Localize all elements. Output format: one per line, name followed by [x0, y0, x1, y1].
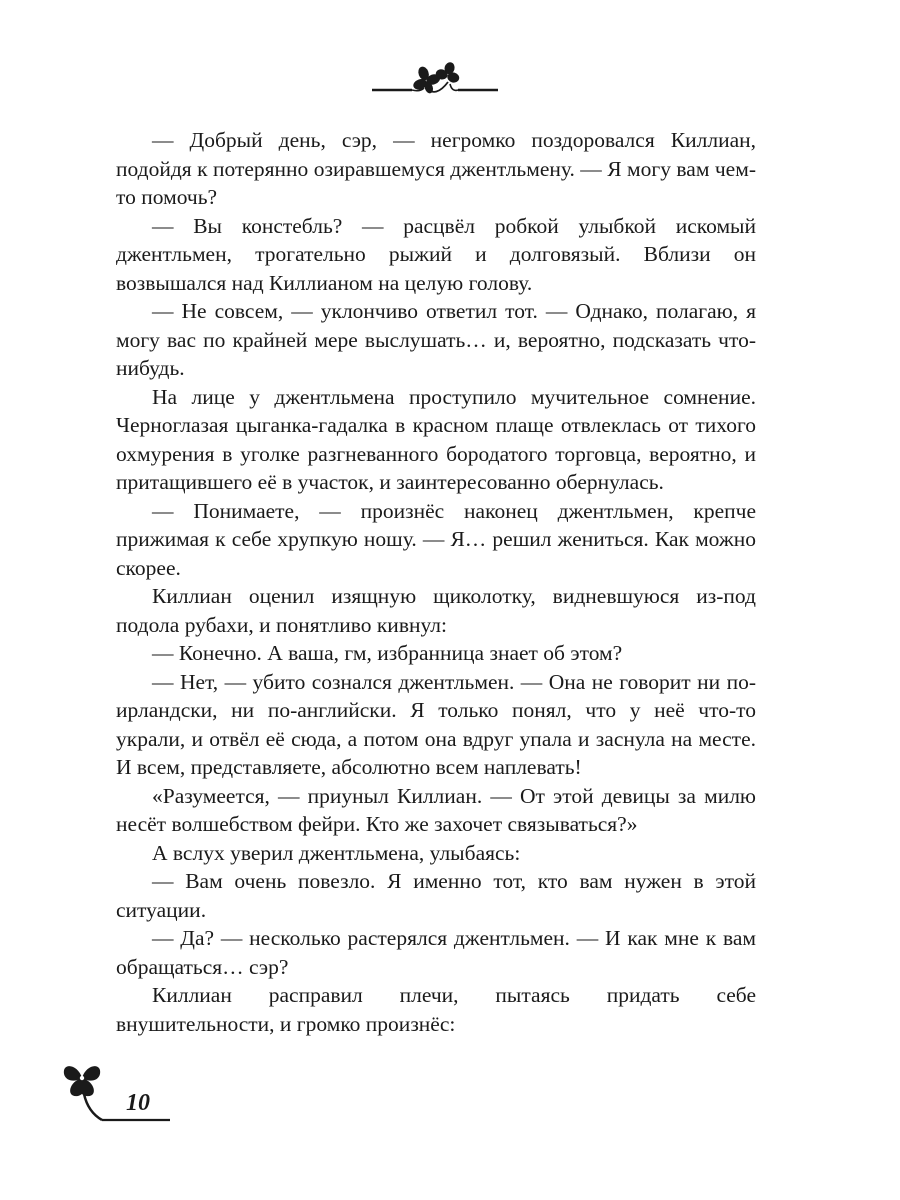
paragraph: — Вы констебль? — расцвёл робкой улыбкой искомый джентльмен, трогательно рыжий и долговязый. Вблизи он возвышался над Киллианом на целую голову.: [116, 213, 756, 295]
paragraph: На лице у джентльмена проступило мучительное сомнение. Черноглазая цыганка-гадалка в красном плаще отвлеклась от тихого охмурения в уголке разгневанного бородатого торговца, вероятно, и притащившего её в участок, и заинтересованно обернулась.: [116, 384, 756, 494]
paragraph: — Да? — несколько растерялся джентльмен. — И как мне к вам обращаться… сэр?: [116, 926, 756, 979]
paragraph: Киллиан оценил изящную щиколотку, видневшуюся из-под подола рубахи, и понятливо кивнул:: [116, 584, 756, 637]
paragraph: — Вам очень повезло. Я именно тот, кто вам нужен в этой ситуации.: [116, 869, 756, 922]
paragraph: — Понимаете, — произнёс наконец джентльмен, крепче прижимая к себе хрупкую ношу. — Я… решил жениться. Как можно скорее.: [116, 498, 756, 580]
paragraph: — Не совсем, — уклончиво ответил тот. — Однако, полагаю, я могу вас по крайней мере выслушать… и, вероятно, подсказать что-нибудь.: [116, 299, 756, 380]
paragraph: — Нет, — убито сознался джентльмен. — Она не говорит ни по-ирландски, ни по-английски. Я только понял, что у неё что-то украли, и отвёл её сюда, а потом она вдруг упала и заснула на месте. И всем, представляете, абсолютно всем наплевать!: [116, 669, 756, 779]
four-leaf-clover-icon: [52, 1050, 192, 1130]
paragraph: — Конечно. А ваша, гм, избранница знает об этом?: [152, 641, 623, 665]
paragraph: А вслух уверил джентльмена, улыбаясь:: [152, 840, 521, 865]
paragraph: — Добрый день, сэр, — негромко поздоровался Киллиан, подойдя к потерянно озиравшемуся джентльмену. — Я могу вам чем-то помочь?: [116, 128, 756, 209]
paragraph: «Разумеется, — приуныл Киллиан. — От этой девицы за милю несёт волшебством фейри. Кто же захочет связываться?»: [116, 783, 756, 836]
body-text: [116, 126, 756, 1038]
clover-divider-icon: [370, 58, 500, 104]
paragraph: Киллиан расправил плечи, пытаясь придать себе внушительности, и громко произнёс:: [116, 983, 756, 1036]
page-number: 10: [126, 1090, 150, 1116]
